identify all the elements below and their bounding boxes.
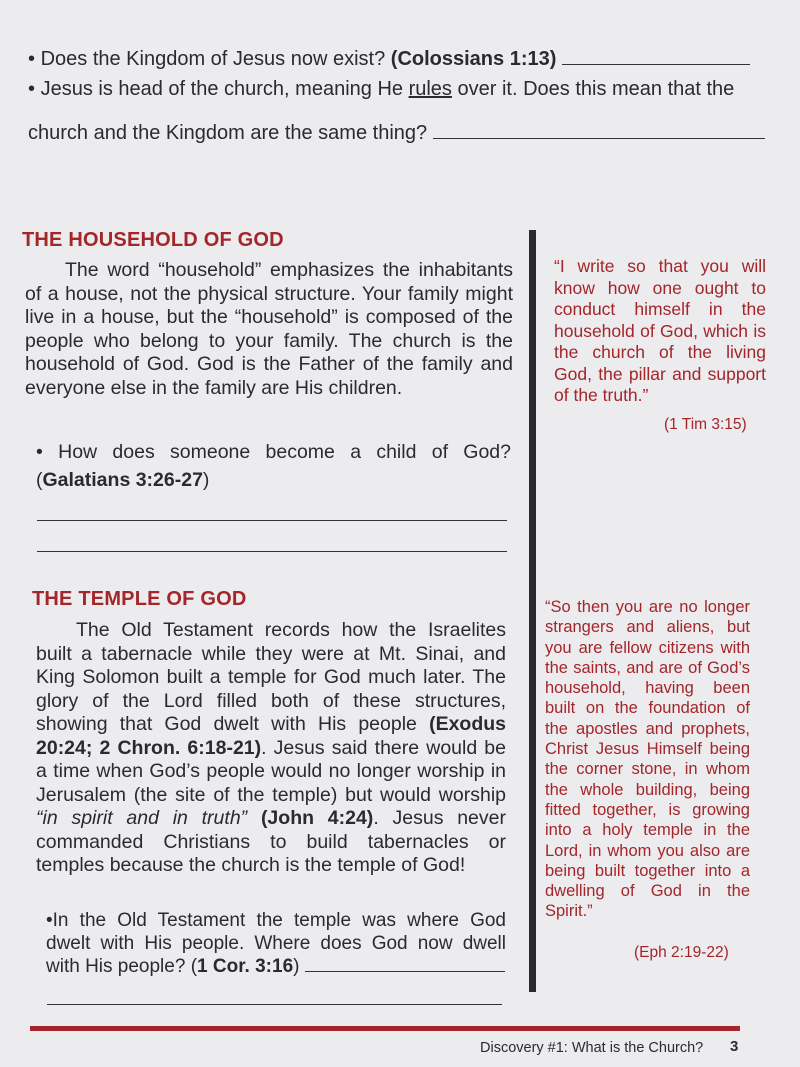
question-child-of-god [36, 438, 511, 494]
footer-rule [30, 1026, 740, 1031]
question-church-kingdom-line2 [28, 118, 788, 148]
question-text: How does someone become a child of God? [58, 441, 511, 463]
temple-paragraph [36, 619, 506, 878]
question-church-kingdom [28, 74, 788, 104]
question-text-line2: church and the Kingdom are the same thing? [28, 122, 428, 144]
household-text: The word “household” emphasizes the inhabitants of a house, not the physical structure. Your family might live in a house, but the “household” is composed of the people who belong to your family. The church is the household of God. God is the Father of the family and everyone else in the family are His children. [25, 259, 513, 399]
page-number: 3 [730, 1038, 739, 1055]
answer-line[interactable] [37, 520, 507, 521]
answer-blank[interactable] [562, 48, 750, 65]
bullet: • [28, 48, 36, 70]
sidebar-citation-1tim: (1 Tim 3:15) [664, 416, 747, 433]
sidebar-quote-1tim: “I write so that you will know how one ought to conduct himself in the household of God, which is the church of the living God, the pillar and support of the truth.” [554, 256, 766, 405]
scripture-ref: Galatians 3:26-27 [42, 469, 203, 491]
bullet: • [28, 78, 36, 100]
temple-text-1: The Old Testament records how the Israelites built a tabernacle while they were at Mt. Sinai, and King Solomon built a temple for God much later. The glory of the Lord filled both of these structures, showing that God dwelt with His people [36, 619, 506, 735]
temple-text-2: . Jesus said there would be a time when God’s people would no longer worship in Jerusalem (the site of the temple) but would worship [36, 736, 506, 806]
question-text-cont: over it. Does this mean that the [457, 78, 735, 100]
bullet: • [36, 441, 43, 463]
question-text: Does the Kingdom of Jesus now exist? [40, 48, 386, 70]
bullet: • [46, 910, 53, 931]
answer-line[interactable] [47, 1004, 502, 1005]
household-paragraph [25, 259, 513, 400]
scripture-ref: 1 Cor. 3:16 [197, 956, 294, 977]
column-divider [529, 230, 536, 992]
answer-blank[interactable] [305, 955, 505, 972]
scripture-ref: (Colossians 1:13) [390, 48, 557, 70]
answer-line[interactable] [37, 551, 507, 552]
temple-quote: “in spirit and in truth” [36, 807, 248, 829]
scripture-ref: (Exodus 20:24; 2 Chron. 6:18-21) [36, 713, 507, 759]
section-heading-temple: THE TEMPLE OF GOD [32, 588, 247, 610]
question-where-god-dwells [46, 910, 506, 979]
question-text: Jesus is head of the church, meaning He [40, 78, 404, 100]
section-heading-household: THE HOUSEHOLD OF GOD [22, 229, 284, 251]
scripture-ref-wrap: (Galatians 3:26-27) [36, 469, 210, 491]
scripture-ref: (John 4:24) [260, 807, 374, 829]
underlined-word: rules [408, 78, 452, 100]
scripture-ref-wrap: (1 Cor. 3:16) [190, 956, 300, 977]
answer-blank[interactable] [433, 122, 765, 139]
footer-title: Discovery #1: What is the Church? [480, 1040, 704, 1056]
sidebar-quote-eph: “So then you are no longer strangers and aliens, but you are fellow citizens with the saints, and are of God’s household, having been built on the foundation of the apostles and prophets, Christ Jesus Himself being the corner stone, in whom the whole building, being fitted together, is growing into a holy temple in the Lord, in whom you also are being built together into a dwelling of God in the Spirit.” [545, 598, 750, 921]
question-text: In the Old Testament the temple was where God dwelt with His people. Where does God now dwell with His people? [46, 910, 506, 977]
sidebar-citation-eph: (Eph 2:19-22) [634, 944, 729, 961]
question-kingdom-exists [28, 44, 788, 74]
temple-text-3: . Jesus never commanded Christians to build tabernacles or temples because the church is the temple of God! [36, 807, 506, 876]
